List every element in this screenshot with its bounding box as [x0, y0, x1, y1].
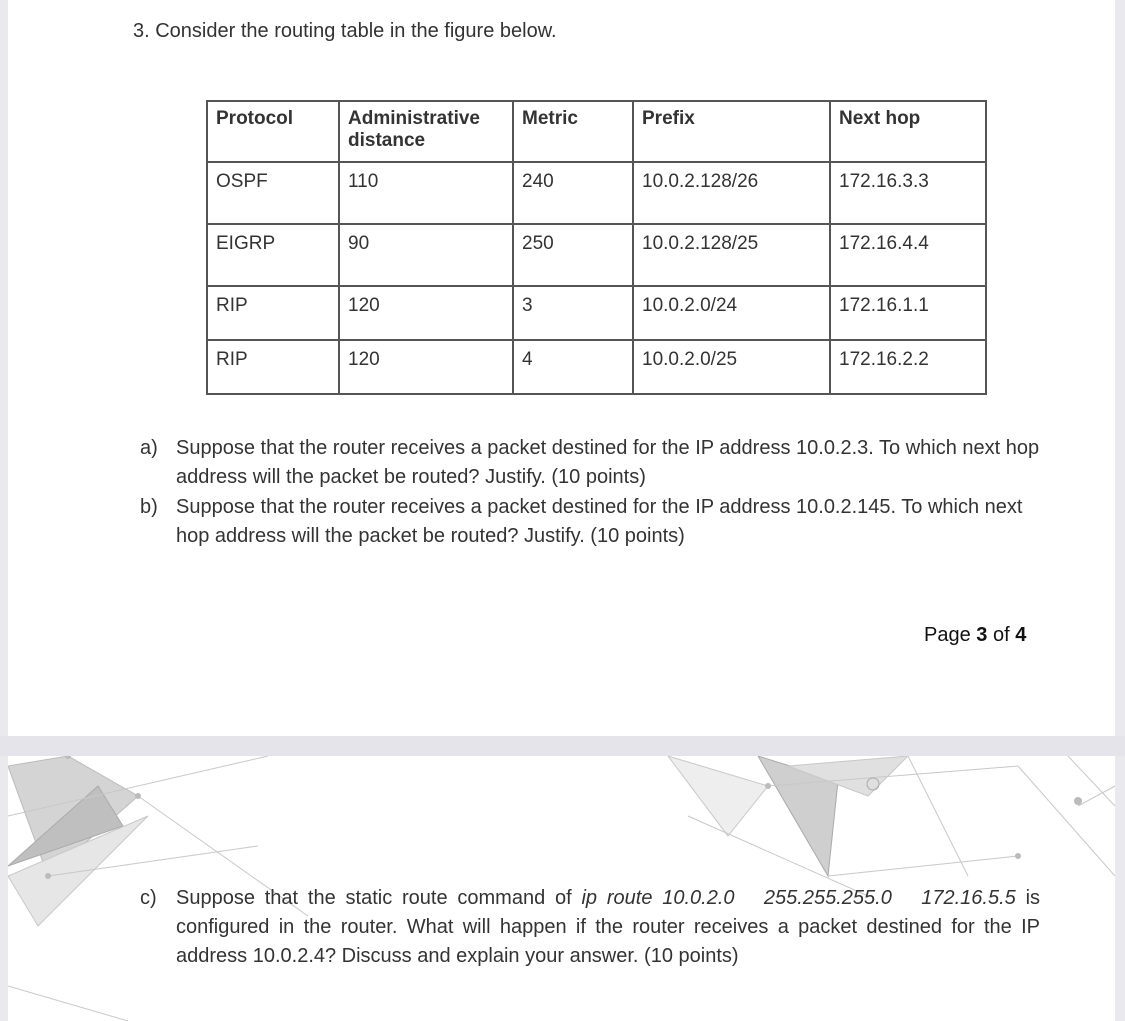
page-word: Page — [924, 624, 971, 646]
header-protocol: Protocol — [207, 101, 339, 162]
cell-prefix: 10.0.2.0/25 — [633, 340, 830, 394]
header-next-hop: Next hop — [830, 101, 986, 162]
subquestion-label: c) — [140, 887, 157, 909]
total-pages: 4 — [1015, 624, 1027, 646]
of-word: of — [992, 624, 1010, 646]
header-administrative-distance: Administrative distance — [339, 101, 513, 162]
subquestion-text: Suppose that the router receives a packet destined for the IP address 10.0.2.145. To which next hop address will the packet be routed? Justify. (10 points) — [176, 496, 1023, 547]
cell-prefix: 10.0.2.0/24 — [633, 286, 830, 340]
cell-protocol: EIGRP — [207, 224, 339, 286]
page-number — [924, 624, 1026, 647]
subquestion-label: b) — [140, 496, 158, 518]
subquestion-text — [176, 884, 1040, 971]
subquestion-c — [140, 884, 1040, 972]
cell-protocol: RIP — [207, 340, 339, 394]
cell-distance: 90 — [339, 224, 513, 286]
cell-next-hop: 172.16.4.4 — [830, 224, 986, 286]
text-after-command: is configured in the router. What will happen if the router receives a packet destined for the IP address 10.0.2.4? Discuss and explain your answer. (10 points) — [176, 887, 1041, 967]
cell-distance: 110 — [339, 162, 513, 224]
cell-next-hop: 172.16.1.1 — [830, 286, 986, 340]
cell-protocol: RIP — [207, 286, 339, 340]
subquestion-c-row — [140, 884, 1040, 971]
subquestion-label: a) — [140, 437, 158, 459]
document-page-4 — [8, 756, 1115, 1021]
header-prefix: Prefix — [633, 101, 830, 162]
table-header-row — [207, 101, 986, 162]
page-gap — [0, 736, 1125, 756]
current-page: 3 — [976, 624, 988, 646]
cell-metric: 250 — [513, 224, 633, 286]
table-row — [207, 340, 986, 394]
cell-prefix: 10.0.2.128/26 — [633, 162, 830, 224]
cell-next-hop: 172.16.3.3 — [830, 162, 986, 224]
table-row — [207, 162, 986, 224]
cell-metric: 4 — [513, 340, 633, 394]
cell-metric: 240 — [513, 162, 633, 224]
document-page-3 — [8, 0, 1115, 736]
table-row — [207, 286, 986, 340]
cell-distance: 120 — [339, 286, 513, 340]
subquestion-b — [140, 493, 1040, 551]
subquestion-a — [140, 434, 1040, 492]
cell-metric: 3 — [513, 286, 633, 340]
cell-prefix: 10.0.2.128/25 — [633, 224, 830, 286]
header-metric: Metric — [513, 101, 633, 162]
route-command: ip route 10.0.2.0 255.255.255.0 172.16.5.5 — [581, 887, 1016, 909]
text-before-command: Suppose that the static route command of — [176, 887, 582, 909]
cell-next-hop: 172.16.2.2 — [830, 340, 986, 394]
cell-distance: 120 — [339, 340, 513, 394]
routing-table — [206, 100, 987, 395]
subquestion-text: Suppose that the router receives a packet destined for the IP address 10.0.2.3. To which next hop address will the packet be routed? Justify. (10 points) — [176, 437, 1040, 488]
subquestion-list — [140, 434, 1040, 552]
cell-protocol: OSPF — [207, 162, 339, 224]
question-title: 3. Consider the routing table in the figure below. — [133, 20, 557, 42]
table-row — [207, 224, 986, 286]
